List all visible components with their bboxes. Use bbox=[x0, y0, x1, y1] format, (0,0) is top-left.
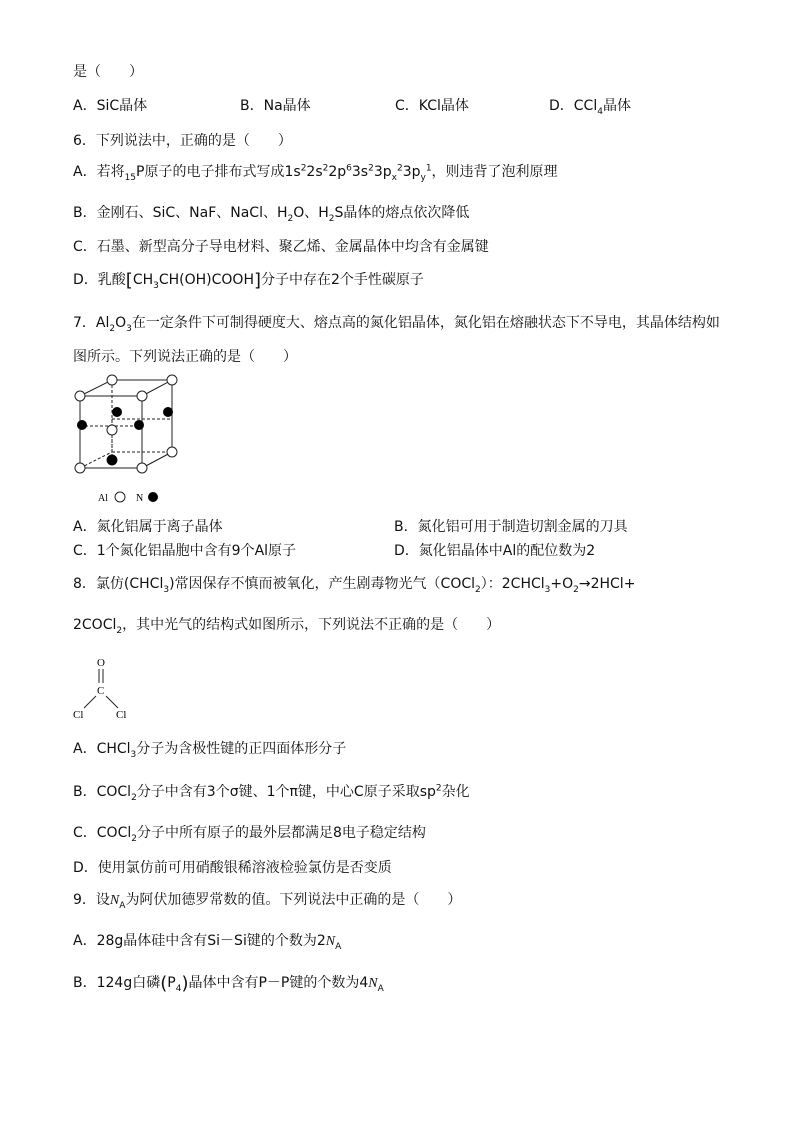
q6-option-c: C．石墨、新型高分子导电材料、聚乙烯、金属晶体中均含有金属键 bbox=[73, 239, 489, 255]
q9-option-b: B．124g白磷$(P_4)$晶体中含有P－P键的个数为$4N_A$ bbox=[73, 973, 384, 994]
n-atom bbox=[107, 455, 117, 465]
al-atom bbox=[137, 391, 147, 401]
q6-option-b: B．金刚石、SiC、NaF、NaCl、$H_2O$、$H_2S$晶体的熔点依次降低 bbox=[73, 205, 470, 224]
q8-option-d: D．使用氯仿前可用硝酸银稀溶液检验氯仿是否变质 bbox=[73, 860, 392, 876]
q8-option-c: C．COCl$_2$分子中所有原子的最外层都满足8电子稳定结构 bbox=[73, 825, 426, 844]
al-atom bbox=[167, 447, 177, 457]
q7-stem-line1: 7．$Al_2O_3$在一定条件下可制得硬度大、熔点高的氮化铝晶体，氮化铝在熔融状态下不导电，其晶体结构如 bbox=[73, 315, 720, 334]
q6-stem: 6．下列说法中，正确的是（ ） bbox=[73, 133, 292, 149]
n-atom bbox=[112, 407, 122, 417]
al-atom bbox=[75, 463, 85, 473]
q8-option-b: B．COCl$_2$分子中含有3个σ键、1个π键，中心C原子采取$sp^2$杂化 bbox=[73, 783, 470, 803]
q7-stem-line2: 图所示。下列说法正确的是（ ） bbox=[73, 349, 297, 365]
q7-option-d: D．氮化铝晶体中Al的配位数为2 bbox=[394, 543, 596, 559]
oxygen-label: O bbox=[97, 657, 105, 669]
legend-n-symbol bbox=[148, 492, 158, 502]
q8-option-a: A．CHCl$_3$分子为含极性键的正四面体形分子 bbox=[73, 741, 347, 760]
q8-stem-line2: 2COCl$_2$，其中光气的结构式如图所示，下列说法不正确的是（ ） bbox=[73, 617, 501, 636]
al-atom bbox=[137, 463, 147, 473]
q5-stem-tail: 是（ ） bbox=[73, 64, 143, 80]
q5-option-b: B．Na晶体 bbox=[240, 98, 311, 114]
carbon-label: C bbox=[97, 685, 105, 697]
legend-al-label: Al bbox=[98, 493, 108, 504]
n-atom bbox=[77, 420, 87, 430]
q5-option-a: A．SiC晶体 bbox=[73, 98, 148, 114]
q5-option-d: D．CCl$_4$晶体 bbox=[549, 98, 631, 117]
q7-option-b: B．氮化铝可用于制造切割金属的刀具 bbox=[394, 519, 628, 535]
al-atom bbox=[167, 375, 177, 385]
legend-al-symbol bbox=[115, 492, 125, 502]
n-atom bbox=[163, 407, 173, 417]
q5-option-c: C．KCl晶体 bbox=[395, 98, 469, 114]
n-atom bbox=[134, 420, 144, 430]
q6-option-d: D．乳酸$[CH_3CH(OH)COOH]$分子中存在2个手性碳原子 bbox=[73, 270, 424, 291]
al-atom bbox=[75, 391, 85, 401]
q7-option-a: A．氮化铝属于离子晶体 bbox=[73, 519, 223, 535]
q9-option-a: A．28g晶体硅中含有Si－Si键的个数为$2N_A$ bbox=[73, 933, 342, 952]
aln-crystal-structure-figure bbox=[72, 374, 182, 506]
q6-option-a: A．若将$_{15}$P原子的电子排布式写成$1s^22s^22p^63s^23p_x^23p_y^1$，则违背了泡利原理 bbox=[73, 163, 558, 183]
q7-option-c: C．1个氮化铝晶胞中含有9个Al原子 bbox=[73, 543, 297, 559]
chlorine-right-label: Cl bbox=[116, 709, 127, 721]
al-atom bbox=[107, 375, 117, 385]
al-atom bbox=[107, 425, 117, 435]
phosgene-structure-figure bbox=[70, 652, 140, 724]
legend-n-label: N bbox=[136, 493, 144, 504]
q8-stem-line1: 8．氯仿(CHCl$_3$)常因保存不慎而被氧化，产生剧毒物光气（COCl$_2$）：$2CHCl_3+O_2\to 2HCl+$ bbox=[73, 576, 636, 595]
q9-stem: 9．设$N_A$为阿伏加德罗常数的值。下列说法中正确的是（ ） bbox=[73, 892, 462, 911]
chlorine-left-label: Cl bbox=[73, 709, 84, 721]
